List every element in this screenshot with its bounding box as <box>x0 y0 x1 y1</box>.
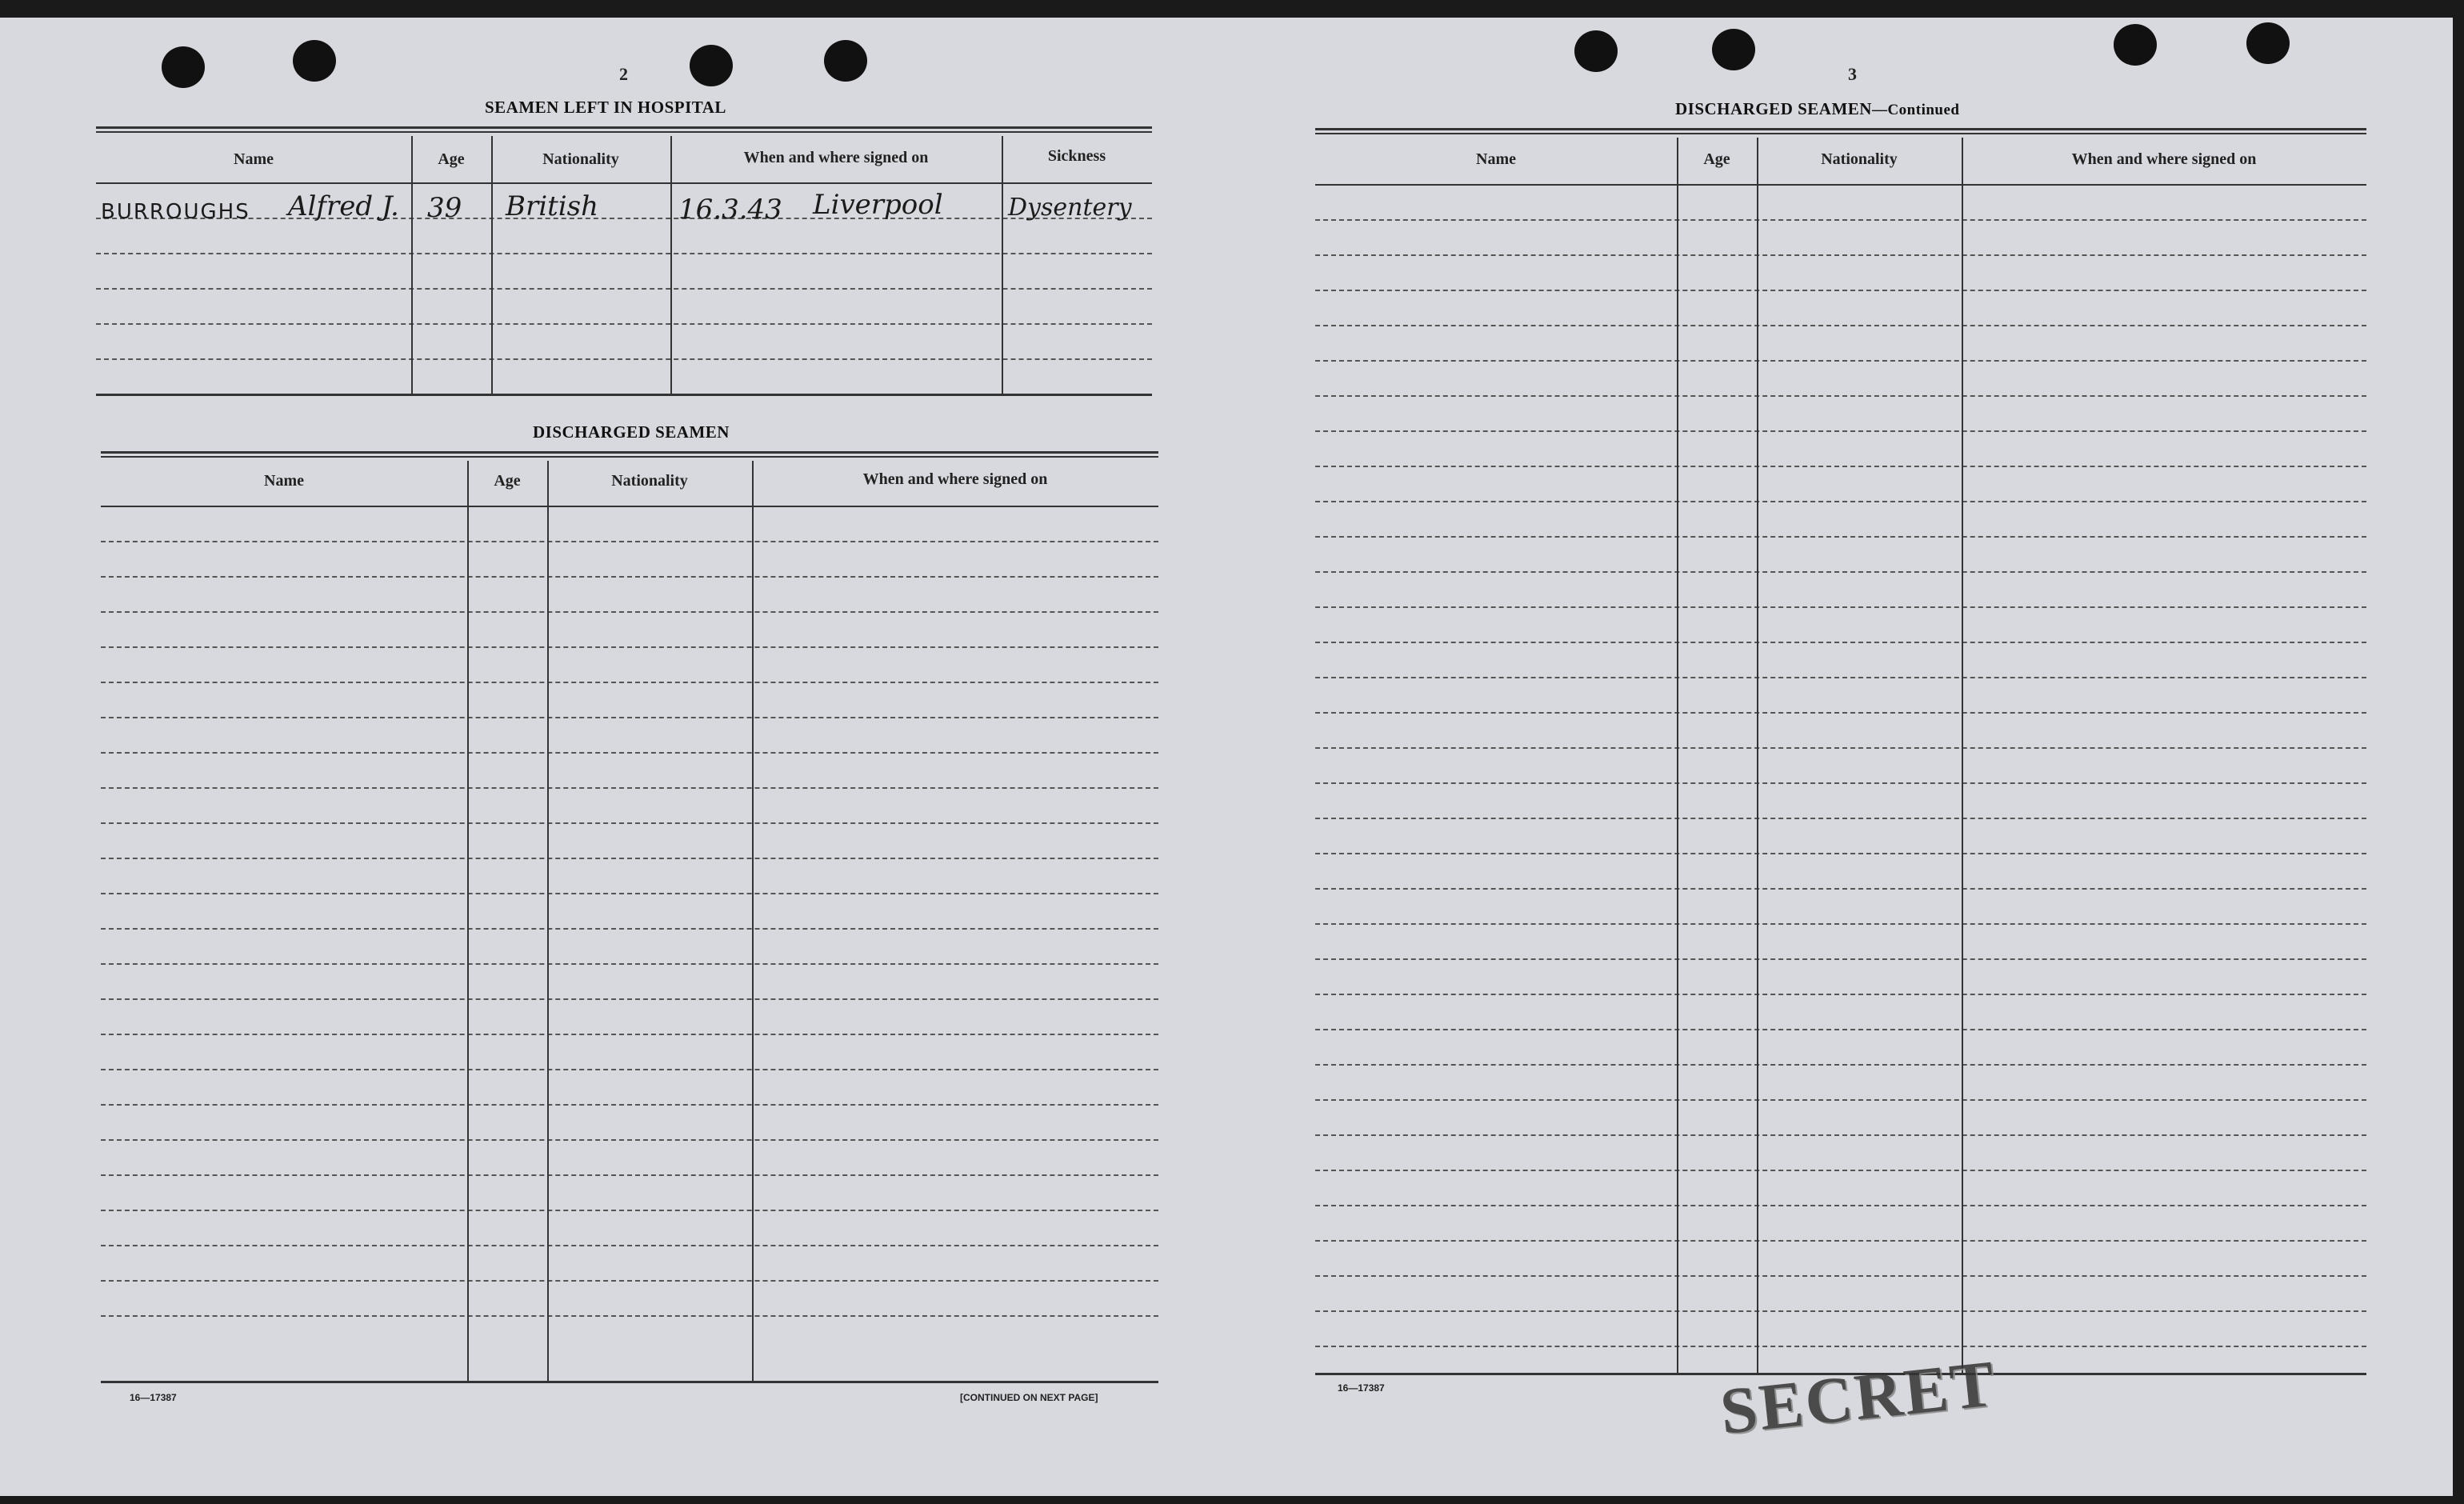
page-number-left: 2 <box>619 64 628 84</box>
form-number-left: 16—17387 <box>130 1392 177 1403</box>
column-header-age: Age <box>494 472 521 490</box>
handwritten-age: 39 <box>427 192 462 224</box>
punch-hole <box>293 40 336 82</box>
page-number-right: 3 <box>1848 64 1857 84</box>
handwritten-given-name: Alfred J. <box>288 190 399 222</box>
column-header-age: Age <box>438 150 465 168</box>
handwritten-date-signed: 16.3.43 <box>678 194 782 226</box>
scan-border-bottom <box>0 1496 2464 1504</box>
handwritten-nationality: British <box>506 190 598 222</box>
scan-border-right <box>2453 0 2464 1504</box>
column-header-age: Age <box>1703 150 1730 168</box>
handwritten-surname: BURROUGHS <box>101 200 250 224</box>
continued-note: [CONTINUED ON NEXT PAGE] <box>960 1392 1098 1403</box>
punch-hole <box>2114 24 2157 66</box>
hospital-section-title: SEAMEN LEFT IN HOSPITAL <box>485 98 726 117</box>
discharged-continued-title-main: DISCHARGED SEAMEN <box>1675 99 1872 118</box>
punch-hole <box>162 46 205 88</box>
column-header-name: Name <box>1476 150 1516 168</box>
column-header-name: Name <box>264 472 304 490</box>
column-header-nationality: Nationality <box>1821 150 1898 168</box>
punch-hole <box>824 40 867 82</box>
discharged-table-left <box>101 451 1158 1387</box>
discharged-continued-title-suffix: —Continued <box>1871 102 1960 118</box>
column-header-sickness: Sickness <box>1047 147 1106 165</box>
scan-border-top <box>0 0 2464 18</box>
hospital-table <box>96 126 1152 398</box>
handwritten-sickness: Dysentery <box>1008 194 1132 222</box>
column-header-signed-on: When and where signed on <box>2071 150 2257 168</box>
handwritten-place-signed: Liverpool <box>813 189 943 221</box>
column-header-nationality: Nationality <box>542 150 619 168</box>
secret-stamp: SECRET <box>1717 1346 2000 1448</box>
punch-hole <box>690 45 733 86</box>
form-number-right: 16—17387 <box>1338 1382 1385 1394</box>
punch-hole <box>2246 22 2290 64</box>
discharged-table-right <box>1315 128 2366 1378</box>
punch-hole <box>1712 29 1755 70</box>
column-header-signed-on: When and where signed on <box>743 149 929 166</box>
column-header-nationality: Nationality <box>611 472 688 490</box>
column-header-signed-on: When and where signed on <box>862 470 1048 488</box>
discharged-continued-title <box>1675 99 1959 119</box>
column-header-name: Name <box>234 150 274 168</box>
punch-hole <box>1574 30 1618 72</box>
discharged-section-title: DISCHARGED SEAMEN <box>533 422 730 442</box>
